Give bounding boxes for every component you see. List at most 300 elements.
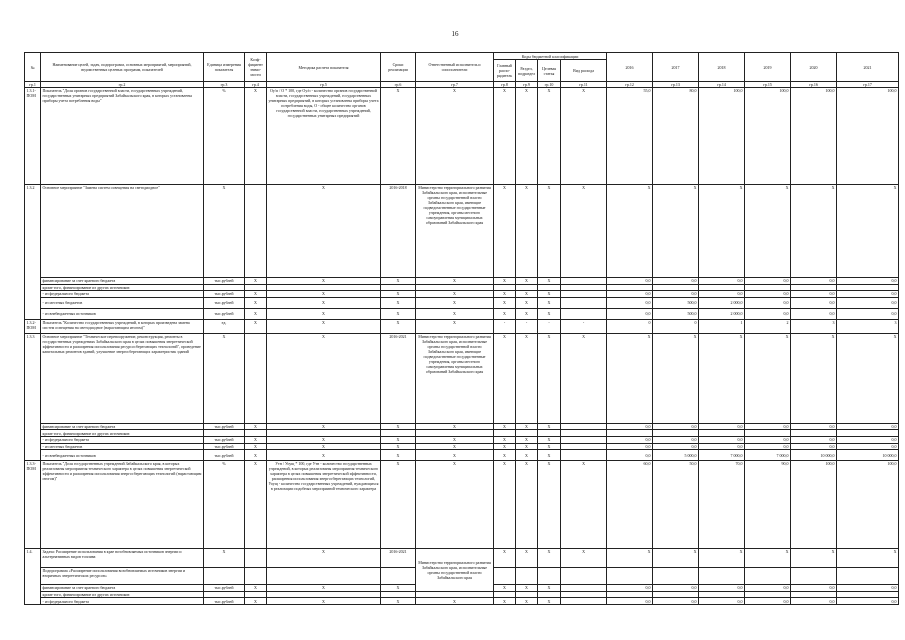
row-name: Основное мероприятие "Замена систем освещения на светодиодное" — [41, 185, 204, 278]
header-year-2020: 2020 — [791, 53, 837, 82]
column-number: гр.16 — [791, 82, 837, 88]
financing-target: X — [538, 297, 561, 308]
header-method: Методика расчета показателя — [267, 53, 381, 82]
financing-value: 500,0 — [653, 297, 699, 308]
column-number: гр.7 — [416, 82, 494, 88]
financing-value: 0,0 — [837, 291, 899, 298]
table-row — [25, 88, 899, 185]
row-unit: % — [204, 88, 245, 185]
financing-value: 0,0 — [607, 450, 653, 461]
financing-label: - из местных бюджетов — [41, 297, 204, 308]
financing-target: X — [538, 443, 561, 450]
financing-value: 0,0 — [791, 297, 837, 308]
financing-admin: X — [494, 297, 516, 308]
financing-section: X — [516, 291, 538, 298]
row-name: Основное мероприятие "Техническое перевооружение, реконструкция, ремонты в государственных учреждениях Забайкальского края в целях повышения энергетической эффективности и расширения использования ресурсосберегающих технологий", проведение капитальных ремонтов зданий, улучшение энергосберегающих характеристик зданий — [41, 333, 204, 423]
financing-admin — [494, 591, 516, 598]
financing-term: X — [381, 308, 416, 319]
empty-cell — [791, 568, 837, 585]
financing-value: 0,0 — [745, 297, 791, 308]
financing-value: 2 000,0 — [699, 297, 745, 308]
row-value: X — [837, 333, 899, 423]
financing-value: 0,0 — [837, 278, 899, 285]
row-value: 100,0 — [745, 88, 791, 185]
row-value: X — [699, 185, 745, 278]
financing-section: X — [516, 423, 538, 430]
row-responsible: Министерство территориального развития Забайкальского края, исполнительные органы государственной власти Забайкальского края — [416, 549, 494, 592]
financing-unit: тыс.рублей — [204, 443, 245, 450]
financing-expense — [561, 278, 607, 285]
financing-value — [607, 430, 653, 437]
financing-label: кроме того, финансирование из других источников: — [41, 430, 204, 437]
financing-unit: тыс.рублей — [204, 450, 245, 461]
financing-method — [267, 430, 381, 437]
financing-unit — [204, 591, 245, 598]
row-value: X — [699, 549, 745, 568]
financing-section: X — [516, 598, 538, 605]
financing-coef — [245, 430, 267, 437]
column-number: гр.13 — [653, 82, 699, 88]
empty-cell — [745, 568, 791, 585]
row-code-section: X — [516, 185, 538, 278]
financing-value: 0,0 — [791, 291, 837, 298]
financing-method — [267, 284, 381, 291]
financing-admin — [494, 284, 516, 291]
column-number: гр.14 — [699, 82, 745, 88]
financing-expense — [561, 308, 607, 319]
financing-target: X — [538, 450, 561, 461]
financing-value — [699, 430, 745, 437]
financing-coef — [245, 284, 267, 291]
financing-value: 0,0 — [699, 436, 745, 443]
empty-cell — [267, 568, 381, 585]
financing-section: X — [516, 585, 538, 592]
financing-admin: X — [494, 585, 516, 592]
financing-expense — [561, 598, 607, 605]
column-number: гр.17 — [837, 82, 899, 88]
header-expense: Вид расхода — [561, 60, 607, 82]
financing-value — [745, 284, 791, 291]
column-number: гр.15 — [745, 82, 791, 88]
row-code-target: X — [538, 185, 561, 278]
table-row — [25, 185, 899, 278]
empty-cell — [837, 568, 899, 585]
empty-cell — [494, 568, 516, 585]
financing-value — [699, 591, 745, 598]
row-responsible: Министерство территориального развития Забайкальского края, исполнительные органы государственной власти Забайкальского края, имеющие подведомственные государственные учреждения, органы местного самоуправления муниципальных образований Забайкальского края — [416, 333, 494, 423]
financing-unit: тыс.рублей — [204, 585, 245, 592]
financing-coef: X — [245, 278, 267, 285]
financing-row — [25, 297, 899, 308]
financing-value: 0,0 — [653, 423, 699, 430]
financing-target: X — [538, 585, 561, 592]
financing-term: X — [381, 585, 416, 592]
header-year-2017: 2017 — [653, 53, 699, 82]
row-unit: % — [204, 461, 245, 549]
financing-value: 0,0 — [791, 436, 837, 443]
financing-value: 0,0 — [745, 436, 791, 443]
financing-value: 0,0 — [745, 278, 791, 285]
financing-target — [538, 284, 561, 291]
row-value: 70,0 — [699, 461, 745, 549]
empty-cell — [607, 568, 653, 585]
row-coef: X — [245, 88, 267, 185]
financing-expense — [561, 297, 607, 308]
row-method: X — [267, 319, 381, 333]
financing-value — [607, 591, 653, 598]
header-year-2016: 2016 — [607, 53, 653, 82]
financing-section: X — [516, 297, 538, 308]
header-codes: Коды бюджетной классификации — [494, 53, 607, 60]
table-row — [25, 319, 899, 333]
table-row — [25, 333, 899, 423]
financing-responsible: X — [416, 436, 494, 443]
financing-value: 0,0 — [791, 423, 837, 430]
row-value: 50,0 — [653, 461, 699, 549]
row-code-admin: X — [494, 333, 516, 423]
row-value: X — [607, 549, 653, 568]
financing-admin: X — [494, 423, 516, 430]
financing-method: X — [267, 423, 381, 430]
financing-label: финансирование за счет краевого бюджета — [41, 423, 204, 430]
financing-target: X — [538, 423, 561, 430]
financing-value: 0,0 — [699, 443, 745, 450]
financing-expense — [561, 291, 607, 298]
column-number: гр.5 — [267, 82, 381, 88]
row-responsible: Министерство территориального развития Забайкальского края, исполнительные органы государственной власти Забайкальского края, имеющие подведомственные государственные учреждения, органы местного самоуправления муниципальных образований Забайкальского края — [416, 185, 494, 278]
header-responsible: Ответственный исполнитель и соисполнители — [416, 53, 494, 82]
financing-label: - из внебюджетных источников — [41, 308, 204, 319]
header-section: Раздел, подраздел — [516, 60, 538, 82]
financing-expense — [561, 585, 607, 592]
row-value: 2 — [745, 319, 791, 333]
row-value: 3 — [791, 319, 837, 333]
financing-responsible: X — [416, 423, 494, 430]
financing-responsible: X — [416, 308, 494, 319]
financing-section: X — [516, 278, 538, 285]
row-code-exp: X — [561, 333, 607, 423]
financing-method: X — [267, 291, 381, 298]
financing-value: 0,0 — [699, 278, 745, 285]
financing-row — [25, 591, 899, 598]
financing-coef: X — [245, 598, 267, 605]
row-responsible: X — [416, 461, 494, 549]
row-code-target: X — [538, 549, 561, 568]
row-value: 1 — [699, 319, 745, 333]
empty-cell — [516, 568, 538, 585]
empty-cell — [245, 568, 267, 585]
financing-section: X — [516, 443, 538, 450]
financing-coef: X — [245, 291, 267, 298]
row-term: 2016-2018 — [381, 185, 416, 278]
column-number: гр.11 — [561, 82, 607, 88]
financing-term: X — [381, 436, 416, 443]
financing-value: 0,0 — [791, 585, 837, 592]
row-code-section: X — [516, 88, 538, 185]
financing-row — [25, 291, 899, 298]
financing-expense — [561, 436, 607, 443]
financing-unit: тыс.рублей — [204, 436, 245, 443]
empty-cell — [204, 568, 245, 585]
row-code-target: X — [538, 461, 561, 549]
financing-term: X — [381, 278, 416, 285]
row-value: 55,0 — [607, 88, 653, 185]
financing-coef — [245, 591, 267, 598]
row-unit: X — [204, 549, 245, 568]
financing-admin: X — [494, 278, 516, 285]
financing-value: 0,0 — [699, 585, 745, 592]
column-number: гр.1 — [25, 82, 41, 88]
row-value: X — [653, 549, 699, 568]
financing-row — [25, 308, 899, 319]
row-value: X — [791, 185, 837, 278]
financing-value: 7 000,0 — [745, 450, 791, 461]
empty-cell — [653, 568, 699, 585]
financing-value — [699, 284, 745, 291]
financing-value — [791, 284, 837, 291]
financing-method: X — [267, 450, 381, 461]
financing-value: 0,0 — [745, 423, 791, 430]
financing-coef: X — [245, 450, 267, 461]
row-unit: ед. — [204, 319, 245, 333]
financing-unit: тыс.рублей — [204, 598, 245, 605]
row-name: Показатель "Доля органов государственной власти, государственных учреждений, государственных унитарных предприятий Забайкальского края, в которых установлены приборы учета потребления воды" — [41, 88, 204, 185]
row-code-exp: - — [561, 319, 607, 333]
row-value: X — [791, 549, 837, 568]
financing-label: - из местных бюджетов — [41, 443, 204, 450]
row-coef: X — [245, 319, 267, 333]
row-code-exp: X — [561, 461, 607, 549]
financing-row — [25, 284, 899, 291]
financing-expense — [561, 450, 607, 461]
row-value: X — [837, 185, 899, 278]
column-number: гр.9 — [516, 82, 538, 88]
empty-cell — [381, 568, 416, 585]
row-name: Задача: Расширение использования в крае возобновляемых источников энергии и альтернативных видов топлива — [41, 549, 204, 568]
row-name: Показатель "Количество государственных учреждений, в которых произведена замена систем освещения на светодиодное (нарастающим итогом)" — [41, 319, 204, 333]
row-coef: X — [245, 461, 267, 549]
financing-unit: тыс.рублей — [204, 423, 245, 430]
row-coef — [245, 185, 267, 278]
financing-responsible: X — [416, 450, 494, 461]
header-admin: Главный распо-рядитель — [494, 60, 516, 82]
financing-label: - из федерального бюджета — [41, 291, 204, 298]
financing-method: X — [267, 443, 381, 450]
financing-target: X — [538, 308, 561, 319]
header-year-2018: 2018 — [699, 53, 745, 82]
financing-coef: X — [245, 423, 267, 430]
financing-responsible: X — [416, 278, 494, 285]
financing-section — [516, 284, 538, 291]
financing-expense — [561, 423, 607, 430]
financing-value: 0,0 — [791, 598, 837, 605]
financing-value: 2 000,0 — [699, 308, 745, 319]
page-number: 16 — [451, 30, 459, 38]
financing-row — [25, 423, 899, 430]
row-code-section: X — [516, 333, 538, 423]
financing-value — [653, 284, 699, 291]
financing-section: X — [516, 450, 538, 461]
row-unit: X — [204, 333, 245, 423]
financing-value: 0,0 — [745, 291, 791, 298]
financing-method: X — [267, 585, 381, 592]
row-code-exp: X — [561, 185, 607, 278]
row-value: 100,0 — [791, 461, 837, 549]
financing-coef: X — [245, 297, 267, 308]
financing-value: 0,0 — [653, 278, 699, 285]
financing-method: X — [267, 297, 381, 308]
financing-label: финансирование за счет краевого бюджета — [41, 278, 204, 285]
financing-responsible — [416, 430, 494, 437]
row-method: X — [267, 185, 381, 278]
header-term: Сроки реализации — [381, 53, 416, 82]
row-coef — [245, 549, 267, 568]
financing-value: 7 000,0 — [699, 450, 745, 461]
row-value: 100,0 — [837, 461, 899, 549]
row-term: X — [381, 461, 416, 549]
header-year-2019: 2019 — [745, 53, 791, 82]
row-value: X — [837, 549, 899, 568]
column-number: гр.12 — [607, 82, 653, 88]
row-code-target: X — [538, 88, 561, 185]
column-number: гр.4 — [245, 82, 267, 88]
row-code-admin: X — [494, 461, 516, 549]
financing-row — [25, 436, 899, 443]
financing-value: 10 000,0 — [791, 450, 837, 461]
row-value: 0 — [607, 319, 653, 333]
financing-term — [381, 284, 416, 291]
financing-value: 500,0 — [653, 308, 699, 319]
financing-value: 0,0 — [607, 308, 653, 319]
financing-unit: тыс.рублей — [204, 291, 245, 298]
row-number: 1.3.1-ПОМ — [25, 88, 41, 185]
financing-value: 0,0 — [607, 278, 653, 285]
row-responsible: X — [416, 319, 494, 333]
row-value: 60,0 — [607, 461, 653, 549]
column-number: гр.2 — [41, 82, 204, 88]
row-number: 1.3.2-ПОМ — [25, 319, 41, 333]
financing-value — [653, 430, 699, 437]
financing-value: 0,0 — [791, 308, 837, 319]
row-code-exp: X — [561, 549, 607, 568]
financing-coef: X — [245, 443, 267, 450]
financing-section — [516, 430, 538, 437]
financing-term: X — [381, 450, 416, 461]
row-value: 3 — [837, 319, 899, 333]
financing-value — [837, 430, 899, 437]
financing-label: финансирование за счет краевого бюджета — [41, 585, 204, 592]
financing-method: X — [267, 308, 381, 319]
table-row — [25, 461, 899, 549]
financing-term: X — [381, 423, 416, 430]
financing-coef: X — [245, 436, 267, 443]
financing-value — [653, 591, 699, 598]
financing-unit — [204, 284, 245, 291]
financing-value: 0,0 — [653, 443, 699, 450]
row-code-section: - — [516, 319, 538, 333]
financing-value: 0,0 — [837, 598, 899, 605]
financing-value: 0,0 — [653, 585, 699, 592]
row-code-section: X — [516, 461, 538, 549]
empty-cell — [561, 568, 607, 585]
row-code-admin: X — [494, 185, 516, 278]
header-name: Наименование целей, задач, подпрограмм, основных мероприятий, мероприятий, ведомственных целевых программ, показателей — [41, 53, 204, 82]
financing-label: кроме того, финансирование из других источников: — [41, 591, 204, 598]
financing-row — [25, 450, 899, 461]
financing-label: - из федерального бюджета — [41, 598, 204, 605]
financing-value — [791, 591, 837, 598]
row-value: 80,0 — [653, 88, 699, 185]
financing-expense — [561, 284, 607, 291]
financing-target: X — [538, 291, 561, 298]
financing-admin: X — [494, 598, 516, 605]
financing-value: 0,0 — [837, 423, 899, 430]
row-coef — [245, 333, 267, 423]
row-value: 100,0 — [791, 88, 837, 185]
financing-value: 0,0 — [837, 585, 899, 592]
financing-section — [516, 591, 538, 598]
financing-unit: тыс.рублей — [204, 278, 245, 285]
header-row — [25, 53, 899, 60]
row-value: X — [653, 333, 699, 423]
financing-label: - из федерального бюджета — [41, 436, 204, 443]
row-name: Показатель "Доля государственных учреждений Забайкальского края, в которых реализованы мероприятия технического характера в целях повышения энергетической эффективности и расширения использования энергосберегающих технологий (нарастающим итогом)" — [41, 461, 204, 549]
financing-row — [25, 278, 899, 285]
financing-value: 0,0 — [745, 308, 791, 319]
financing-responsible: X — [416, 598, 494, 605]
financing-responsible: X — [416, 443, 494, 450]
financing-value: 0,0 — [745, 443, 791, 450]
row-value: 100,0 — [837, 88, 899, 185]
row-value: 100,0 — [699, 88, 745, 185]
financing-value: 0,0 — [791, 278, 837, 285]
financing-value: 0,0 — [837, 297, 899, 308]
financing-value: 0,0 — [791, 443, 837, 450]
financing-value: 0,0 — [607, 423, 653, 430]
financing-admin: X — [494, 308, 516, 319]
column-number: гр.3 — [204, 82, 245, 88]
row-number: 1.3.3 — [25, 333, 41, 460]
column-number: гр.10 — [538, 82, 561, 88]
column-number: гр.6 — [381, 82, 416, 88]
financing-target: X — [538, 598, 561, 605]
financing-responsible: X — [416, 297, 494, 308]
financing-value: 0,0 — [607, 585, 653, 592]
financing-admin — [494, 430, 516, 437]
financing-value — [745, 430, 791, 437]
subprogram-name: Подпрограмма «Расширение использования возобновляемых источников энергии и вторичных энергетических ресурсов» — [41, 568, 204, 585]
financing-value: 0,0 — [653, 436, 699, 443]
row-term: 2016-2021 — [381, 333, 416, 423]
financing-section: X — [516, 436, 538, 443]
financing-value: 0,0 — [745, 585, 791, 592]
empty-cell — [699, 568, 745, 585]
financing-value: 0,0 — [745, 598, 791, 605]
header-target: Целевая статья — [538, 60, 561, 82]
financing-expense — [561, 443, 607, 450]
row-method: Утн / Уоущ * 100, где Утн - количество государственных учреждений, в которых реализованы мероприятия технического характера в целях повышения энергетической эффективности, расширения использования энергосберегающих технологий, Уоущ - количество государственных учреждений, нуждающихся в реализации подобных мероприятий технического характера — [267, 461, 381, 549]
financing-method — [267, 591, 381, 598]
financing-expense — [561, 430, 607, 437]
column-number: гр.8 — [494, 82, 516, 88]
row-value: X — [699, 333, 745, 423]
financing-value: 0,0 — [607, 436, 653, 443]
row-term: X — [381, 319, 416, 333]
header-no: № — [25, 53, 41, 82]
row-value: X — [745, 549, 791, 568]
financing-method: X — [267, 436, 381, 443]
row-code-admin: - — [494, 319, 516, 333]
